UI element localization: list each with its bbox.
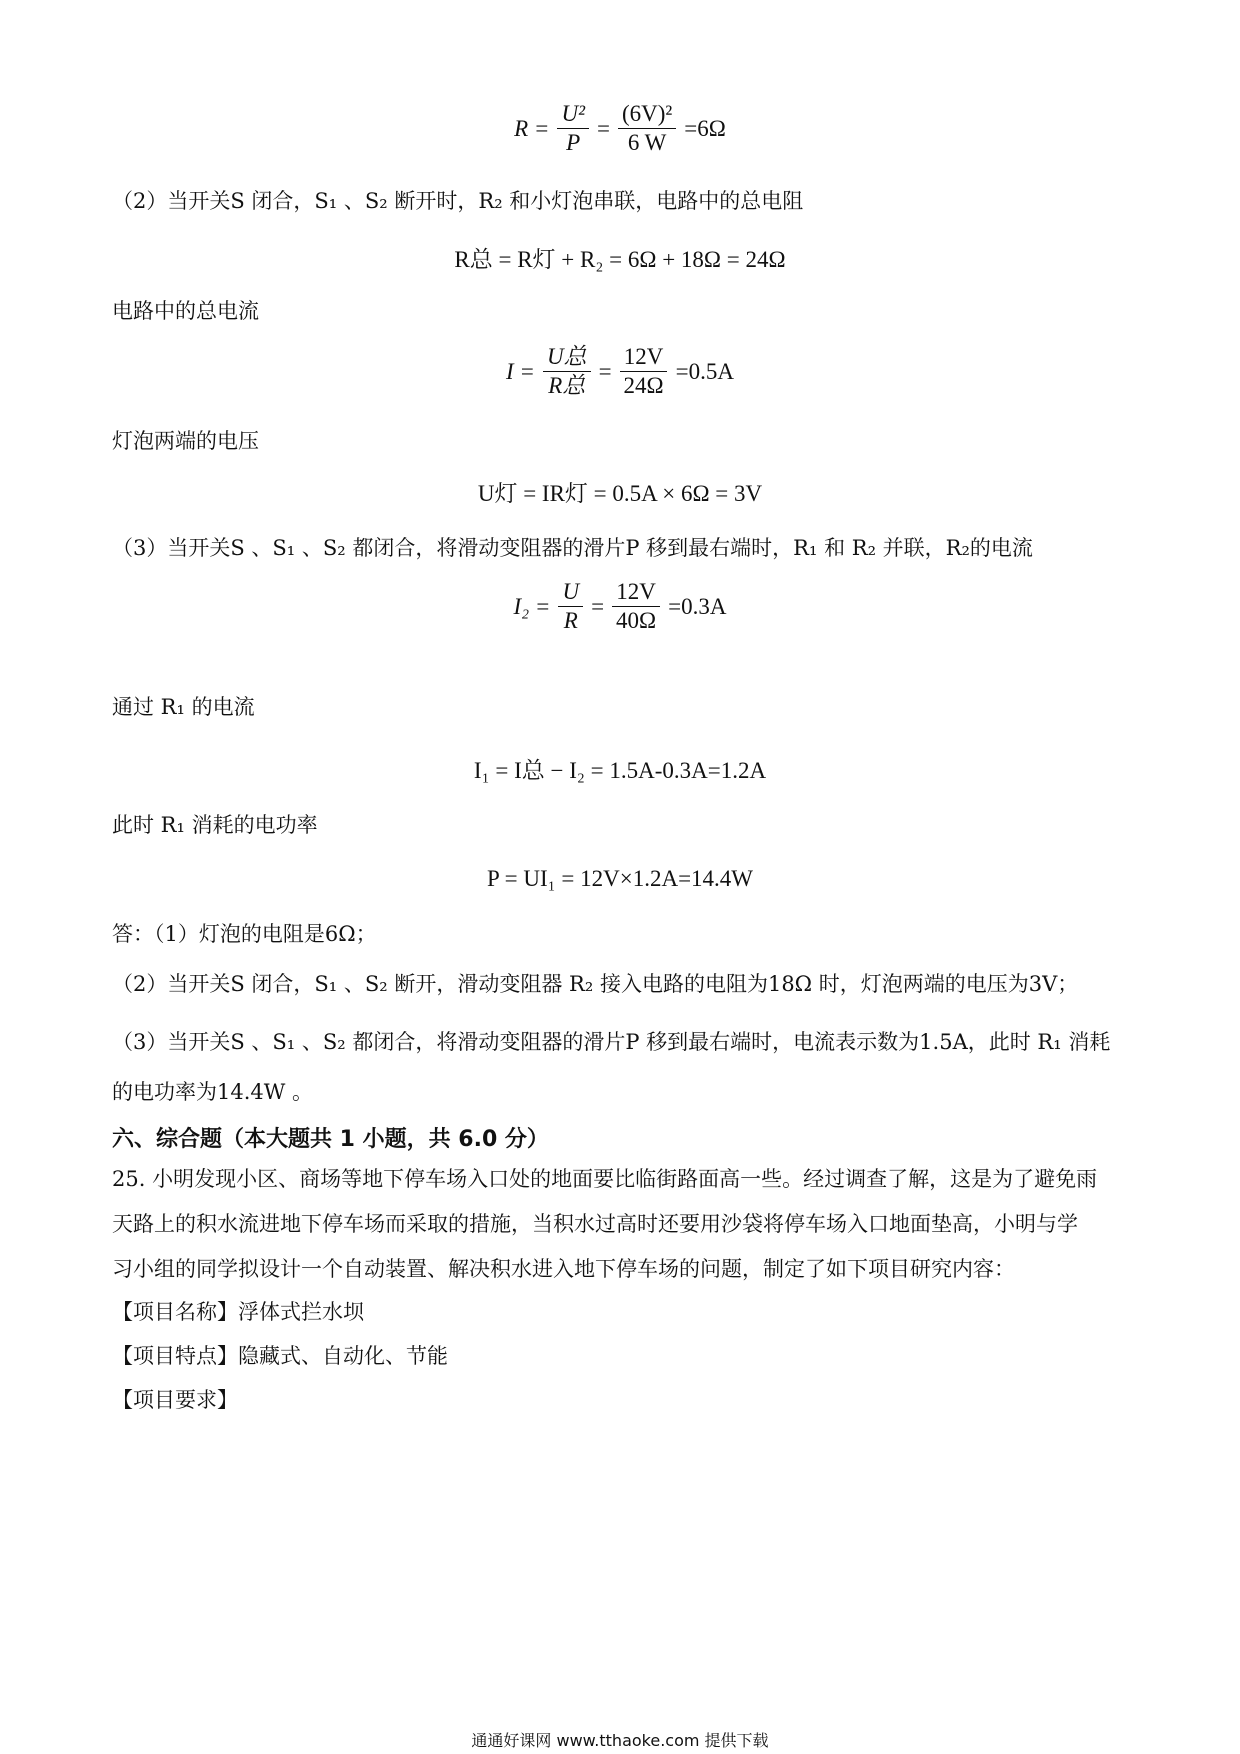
equation-resistance xyxy=(0,100,1240,157)
project-requirements: 【项目要求】 xyxy=(112,1388,238,1412)
eq-rhs: =6Ω xyxy=(684,115,726,141)
text-line: 电路中的总电流 xyxy=(112,299,259,323)
fraction xyxy=(557,100,589,157)
footer-credit: 通通好课网 www.tthaoke.com 提供下载 xyxy=(471,1731,769,1750)
eq-rhs: =0.5A xyxy=(675,358,734,384)
fraction xyxy=(543,343,591,400)
numerator: (6V)² xyxy=(618,100,676,129)
fraction xyxy=(618,100,676,157)
text-line: （2）当开关S 闭合，S₁ 、S₂ 断开时，R₂ 和小灯泡串联，电路中的总电阻 xyxy=(112,189,804,213)
project-name: 【项目名称】浮体式拦水坝 xyxy=(112,1300,364,1324)
numerator: U总 xyxy=(543,343,591,372)
project-features: 【项目特点】隐藏式、自动化、节能 xyxy=(112,1344,448,1368)
text-line: 灯泡两端的电压 xyxy=(112,429,259,453)
text-line: 此时 R₁ 消耗的电功率 xyxy=(112,813,318,837)
text-line: 通过 R₁ 的电流 xyxy=(112,695,255,719)
fraction xyxy=(620,343,668,400)
numerator: 12V xyxy=(620,343,668,372)
question-line: 天路上的积水流进地下停车场而采取的措施，当积水过高时还要用沙袋将停车场入口地面垫高，小明与学 xyxy=(112,1212,1078,1236)
equation-total-resistance: R总 = R灯 + R₂ = 6Ω + 18Ω = 24Ω xyxy=(454,247,786,272)
equation-r2-current xyxy=(0,578,1240,635)
answer-line: （2）当开关S 闭合，S₁ 、S₂ 断开，滑动变阻器 R₂ 接入电路的电阻为18Ω 时，灯泡两端的电压为3V； xyxy=(112,972,1079,996)
equals-sign: = xyxy=(591,593,605,619)
denominator: 6 W xyxy=(627,130,667,155)
fraction xyxy=(558,578,583,635)
answer-line: 答：（1）灯泡的电阻是6Ω； xyxy=(112,922,377,946)
numerator: 12V xyxy=(612,578,660,607)
equation-total-current xyxy=(0,343,1240,400)
text-line: （3）当开关S 、S₁ 、S₂ 都闭合，将滑动变阻器的滑片P 移到最右端时，R₁ 和 R₂ 并联，R₂的电流 xyxy=(112,536,1033,560)
question-line: 习小组的同学拟设计一个自动装置、解决积水进入地下停车场的问题，制定了如下项目研究内容： xyxy=(112,1257,1015,1281)
eq-lhs: R = xyxy=(514,115,550,141)
denominator: 40Ω xyxy=(616,608,657,633)
fraction xyxy=(612,578,660,635)
denominator: 24Ω xyxy=(623,373,664,398)
section-heading: 六、综合题（本大题共 1 小题，共 6.0 分） xyxy=(112,1127,549,1152)
denominator: R总 xyxy=(548,373,586,398)
equation-lamp-voltage: U灯 = IR灯 = 0.5A × 6Ω = 3V xyxy=(477,481,763,506)
question-line: 25. 小明发现小区、商场等地下停车场入口处的地面要比临街路面高一些。经过调查了解，这是为了避免雨 xyxy=(112,1167,1098,1191)
eq-lhs: I₂ = xyxy=(513,593,551,619)
eq-rhs: =0.3A xyxy=(668,593,727,619)
answer-line: 的电功率为14.4W 。 xyxy=(112,1080,314,1104)
answer-line: （3）当开关S 、S₁ 、S₂ 都闭合，将滑动变阻器的滑片P 移到最右端时，电流表示数为1.5A，此时 R₁ 消耗 xyxy=(112,1030,1111,1054)
equals-sign: = xyxy=(596,115,610,141)
numerator: U xyxy=(558,578,583,607)
denominator: R xyxy=(563,608,578,633)
equation-r1-power: P = UI₁ = 12V×1.2A=14.4W xyxy=(486,866,754,891)
equals-sign: = xyxy=(598,358,612,384)
eq-lhs: I = xyxy=(506,358,535,384)
equation-r1-current: I₁ = I总 − I₂ = 1.5A-0.3A=1.2A xyxy=(473,758,767,783)
denominator: P xyxy=(566,130,581,155)
numerator: U² xyxy=(557,100,589,129)
